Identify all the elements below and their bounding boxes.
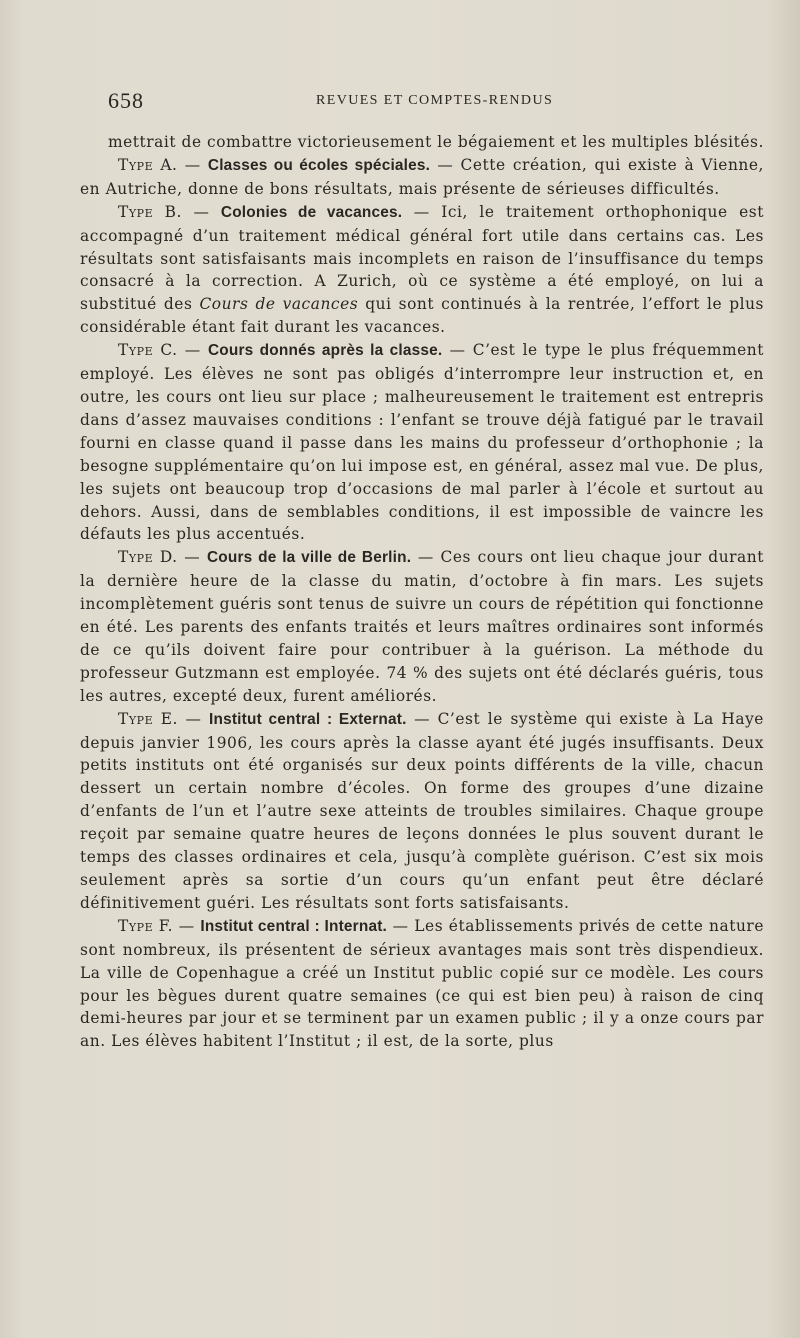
type-d-body: — Ces cours ont lieu chaque jour durant la dernière heure de la classe du matin, d’octobre à fin mars. Les sujets incomplètement guéris sont tenus de suivre un cours de répétition qui fonctionne en été. Les parents des enfants traités et leurs maîtres ordinaires sont informés de ce qu’ils doivent faire pour contribuer à la guérison. La méthode du professeur Gutzmann est employée. 74 % des sujets ont été déclarés guéris, tous les autres, excepté deux, furent améliorés.: [80, 548, 764, 705]
type-e-body: — C’est le système qui existe à La Haye depuis janvier 1906, les cours après la classe ayant été jugés insuffisants. Deux petits instituts ont été organisés sur deux points différents de la ville, chacun dessert un certain nombre d’écoles. On forme des groupes d’une dizaine d’enfants de l’un et l’autre sexe atteints de troubles similaires. Chaque groupe reçoit par semaine quatre heures de leçons données le plus souvent durant le temps des classes ordinaires et cela, jusqu’à complète guérison. C’est six mois seulement après sa sortie d’un cours qu’un enfant peut être déclaré définitivement guéri. Les résultats sont forts satisfaisants.: [80, 709, 764, 912]
type-c-body: — C’est le type le plus fréquemment employé. Les élèves ne sont pas obligés d’interrompre leur instruction et, en outre, les cours ont lieu sur place ; malheureusement le traitement est entrepris dans d’assez mauvaises conditions : l’enfant se trouve déjà fatigué par le travail fourni en classe quand il passe dans les mains du professeur d’orthophonie ; la besogne supplémentaire qu’on lui impose est, en général, assez mal vue. De plus, les sujets ont beaucoup trop d’occasions de mal parler à l’école et surtout au dehors. Aussi, dans de semblables conditions, il est impossible de vaincre les défauts les plus accentués.: [80, 341, 764, 544]
type-a-label: Type A. —: [118, 155, 201, 174]
type-e-heading: Institut central : Externat.: [209, 710, 407, 728]
type-f-body: — Les établissements privés de cette nature sont nombreux, ils présentent de sérieux avantages mais sont très dispendieux. La ville de Copenhague a créé un Institut public copié sur ce modèle. Les cours pour les bègues durent quatre semaines (ce qui est bien peu) à raison de cinq demi-heures par jour et se terminent par un examen public ; il y a onze cours par an. Les élèves habitent l’Institut ; il est, de la sorte, plus: [80, 916, 764, 1051]
type-c-heading: Cours donnés après la classe.: [207, 342, 443, 360]
type-a-heading: Classes ou écoles spéciales.: [207, 156, 431, 174]
paragraph-type-e: [80, 708, 764, 915]
type-c-label: Type C. —: [118, 341, 201, 360]
page-header: [108, 88, 578, 114]
paragraph-type-a: [80, 154, 764, 201]
article-body: [80, 131, 764, 1053]
type-f-heading: Institut central : Internat.: [200, 917, 388, 935]
type-d-heading: Cours de la ville de Berlin.: [206, 549, 412, 567]
paragraph-type-b: [80, 201, 764, 339]
paragraph-type-c: [80, 339, 764, 546]
paragraph-type-d: [80, 546, 764, 707]
type-e-label: Type E. —: [118, 709, 202, 728]
type-f-label: Type F. —: [118, 916, 195, 935]
type-b-heading: Colonies de vacances.: [220, 203, 403, 221]
paragraph-intro: [80, 131, 764, 154]
paragraph-intro-text: mettrait de combattre victorieusement le bégaiement et les multiples blésités.: [108, 133, 764, 151]
type-b-body-2: qui sont continués à la rentrée, l’effort le plus considérable étant fait durant les vacances.: [80, 295, 764, 337]
type-b-italic: Cours de vacances: [199, 295, 359, 314]
page-number: 658: [108, 88, 144, 113]
type-a-body: — Cette création, qui existe à Vienne, en Autriche, donne de bons résultats, mais présente de sérieuses difficultés.: [80, 155, 764, 198]
paragraph-type-f: [80, 915, 764, 1053]
type-b-label: Type B. —: [118, 202, 210, 221]
running-head: REVUES ET COMPTES-RENDUS: [316, 93, 554, 108]
type-b-body-1: — Ici, le traitement orthophonique est accompagné d’un traitement médical général fort utile dans certains cas. Les résultats sont satisfaisants mais incomplets en raison de l’insuffisance du temps consacré à la correction. A Zurich, où ce système a été employé, on lui a substitué des: [80, 202, 764, 314]
type-d-label: Type D. —: [118, 548, 201, 567]
